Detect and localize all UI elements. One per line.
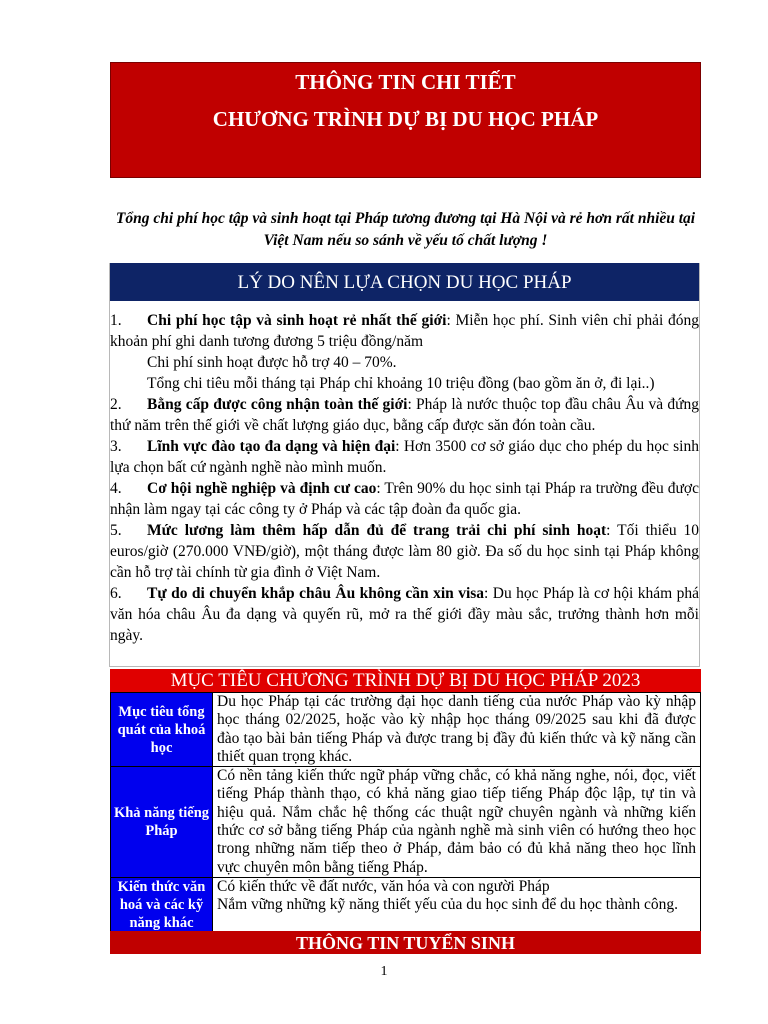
title-line-1: THÔNG TIN CHI TIẾT bbox=[295, 70, 516, 94]
table-row bbox=[111, 767, 701, 878]
reason-title: Bằng cấp được công nhận toàn thế giới bbox=[147, 396, 408, 413]
reason-number: 3. bbox=[110, 438, 122, 455]
admissions-header: THÔNG TIN TUYỂN SINH bbox=[110, 931, 701, 954]
reason-text: : Hơn 3500 cơ sở giáo dục cho phép du học sinh lựa chọn bất cứ ngành nghề nào mình muốn. bbox=[110, 438, 699, 476]
reason-title: Chi phí học tập và sinh hoạt rẻ nhất thế giới bbox=[147, 312, 447, 329]
goal-description-line: Có kiến thức về đất nước, văn hóa và con người Pháp bbox=[217, 877, 550, 895]
goal-description-line: Nắm vững những kỹ năng thiết yếu của du học sinh để du học thành công. bbox=[217, 896, 679, 914]
page-number: 1 bbox=[380, 964, 388, 979]
goals-table bbox=[110, 692, 701, 933]
reason-number: 5. bbox=[110, 522, 122, 539]
reason-text: : Trên 90% du học sinh tại Pháp ra trường đều được nhận làm ngay tại các công ty ở Pháp và các tập đoàn đa quốc gia. bbox=[110, 480, 699, 518]
reason-subline: Chi phí sinh hoạt được hỗ trợ 40 – 70%. bbox=[147, 354, 397, 371]
reason-subline: Tổng chi tiêu mỗi tháng tại Pháp chỉ khoảng 10 triệu đồng (bao gồm ăn ở, đi lại..) bbox=[147, 375, 655, 392]
reason-number: 6. bbox=[110, 585, 122, 602]
reason-title: Cơ hội nghề nghiệp và định cư cao bbox=[147, 480, 377, 497]
reason-item bbox=[110, 310, 699, 352]
reasons-header: LÝ DO NÊN LỰA CHỌN DU HỌC PHÁP bbox=[110, 263, 699, 301]
reason-text: : Miễn học phí. Sinh viên chỉ phải đóng khoản phí ghi danh tương đương 5 triệu đồng/năm bbox=[110, 312, 699, 350]
reason-title: Mức lương làm thêm hấp dẫn đủ để trang trải chi phí sinh hoạt bbox=[147, 522, 607, 539]
reason-text: : Pháp là nước thuộc top đầu châu Âu và đứng thứ năm trên thế giới về chất lượng giáo dục, bằng cấp được săn đón toàn cầu. bbox=[110, 396, 700, 434]
goal-description bbox=[213, 877, 701, 932]
goals-header: MỤC TIÊU CHƯƠNG TRÌNH DỰ BỊ DU HỌC PHÁP 2023 bbox=[110, 669, 701, 692]
reason-number: 4. bbox=[110, 480, 122, 497]
reason-item bbox=[110, 394, 699, 436]
title-line-2: CHƯƠNG TRÌNH DỰ BỊ DU HỌC PHÁP bbox=[212, 107, 599, 131]
reason-item bbox=[110, 583, 699, 646]
goal-label: Kiến thức văn hoá và các kỹ năng khác bbox=[111, 877, 213, 932]
reason-number: 2. bbox=[110, 396, 122, 413]
goal-description: Có nền tảng kiến thức ngữ pháp vững chắc, có khả năng nghe, nói, đọc, viết tiếng Pháp thành thạo, có khả năng giao tiếp tiếng Pháp độc lập, tự tin và hiệu quả. Nắm chắc hệ thống các thuật ngữ chuyên ngành và những kiến thức cơ sở bằng tiếng Pháp của ngành nghề mà sinh viên có hướng theo học trong những năm tiếp theo ở Pháp, đảm bảo có đủ khả năng theo học lĩnh vực chuyên môn bằng tiếng Pháp. bbox=[213, 767, 701, 878]
table-row bbox=[111, 693, 701, 767]
reason-text: : Tối thiểu 10 euros/giờ (270.000 VNĐ/giờ), một tháng được làm 80 giờ. Đa số du học sinh tại Pháp không cần hỗ trợ tài chính từ gia đình ở Việt Nam. bbox=[110, 522, 699, 581]
reasons-list bbox=[110, 310, 699, 646]
title-banner bbox=[110, 62, 701, 178]
goal-description: Du học Pháp tại các trường đại học danh tiếng của nước Pháp vào kỳ nhập học tháng 02/2025, hoặc vào kỳ nhập học tháng 09/2025 sau khi đã được đào tạo bài bản tiếng Pháp và được trang bị đầy đủ kiến thức và kỹ năng cần thiết quan trọng khác. bbox=[213, 693, 701, 767]
reason-title: Lĩnh vực đào tạo đa dạng và hiện đại bbox=[147, 438, 396, 455]
reason-item bbox=[110, 520, 699, 583]
reason-item bbox=[110, 436, 699, 478]
table-row bbox=[111, 877, 701, 932]
reason-item bbox=[110, 478, 699, 520]
goal-label: Mục tiêu tổng quát của khoá học bbox=[111, 693, 213, 767]
reason-number: 1. bbox=[110, 312, 122, 329]
goal-label: Khả năng tiếng Pháp bbox=[111, 767, 213, 878]
reason-title: Tự do di chuyển khắp châu Âu không cần xin visa bbox=[147, 585, 485, 602]
intro-paragraph: Tổng chi phí học tập và sinh hoạt tại Pháp tương đương tại Hà Nội và rẻ hơn rất nhiều tại Việt Nam nếu so sánh về yếu tố chất lượng ! bbox=[115, 210, 696, 249]
reason-text: : Du học Pháp là cơ hội khám phá văn hóa châu Âu đa dạng và quyến rũ, mở ra thế giới đầy màu sắc, trưởng thành hơn mỗi ngày. bbox=[110, 585, 700, 644]
